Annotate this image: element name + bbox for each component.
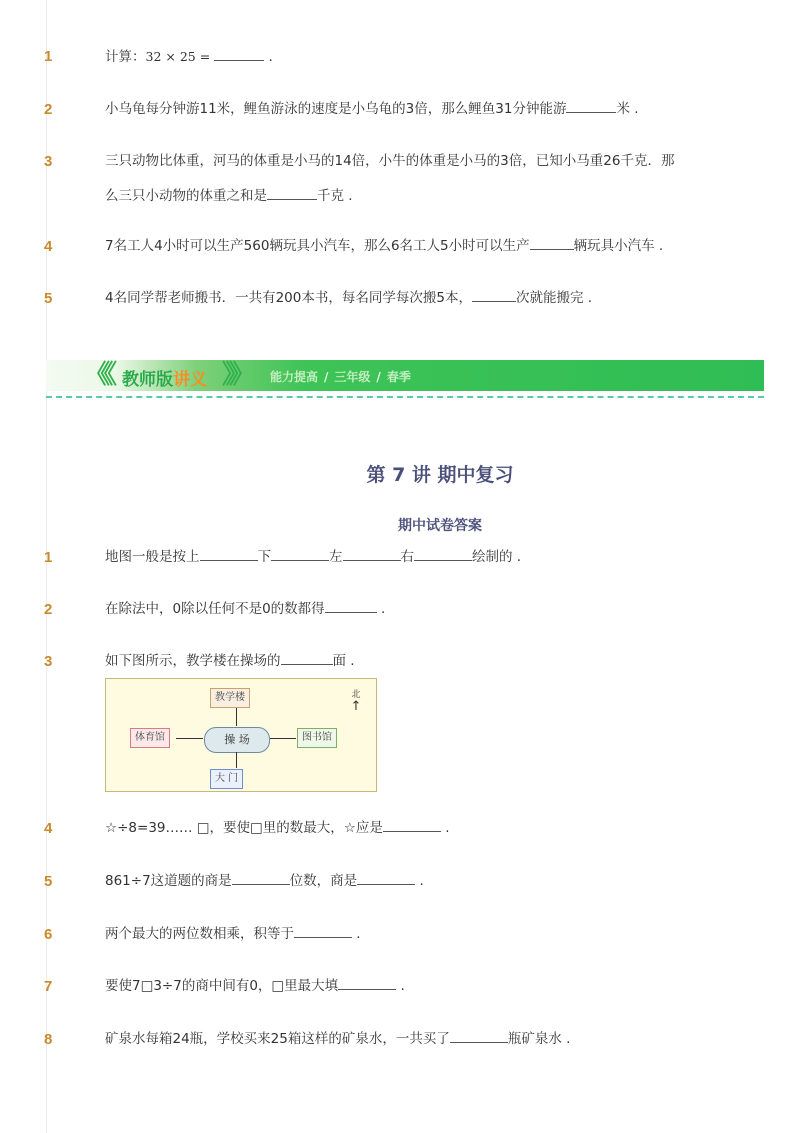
question-number: 1	[44, 549, 53, 566]
question-text: 如下图所示，教学楼在操场的 面 .	[105, 644, 720, 679]
answer-blank[interactable]	[214, 46, 264, 61]
answer-blank[interactable]	[232, 870, 290, 885]
answer-blank[interactable]	[450, 1028, 508, 1043]
question-text: 861÷7这道题的商是 位数，商是 .	[105, 864, 720, 899]
question-number: 3	[44, 153, 53, 170]
answer-blank[interactable]	[343, 546, 401, 561]
question-number: 8	[44, 1031, 53, 1048]
answer-blank[interactable]	[472, 287, 516, 302]
library-box: 图书馆	[297, 728, 337, 748]
question-text: 计算：32 × 25 = .	[105, 39, 720, 75]
question-number: 7	[44, 978, 53, 995]
answer-blank[interactable]	[200, 546, 258, 561]
answer-blank[interactable]	[294, 923, 352, 938]
question-text: 要使7□3÷7的商中间有0，□里最大填 .	[105, 969, 720, 1004]
answer-blank[interactable]	[271, 546, 329, 561]
question-text: 两个最大的两位数相乘，积等于 .	[105, 917, 720, 952]
campus-map-figure	[105, 678, 377, 792]
answer-blank[interactable]	[338, 975, 396, 990]
question-number: 4	[44, 820, 53, 837]
playground-oval: 操 场	[204, 727, 270, 753]
lecture-banner	[46, 360, 764, 391]
question-text: 在除法中，0除以任何不是0的数都得 .	[105, 592, 720, 627]
answer-blank[interactable]	[325, 598, 377, 613]
gate-box: 大 门	[210, 769, 243, 789]
banner-title: 教师版讲义	[122, 370, 207, 390]
section-title: 期中试卷答案	[398, 518, 482, 534]
chevron-right-icon: 》》	[222, 360, 250, 390]
question-text: 三只动物比体重，河马的体重是小马的14倍，小牛的体重是小马的3倍，已知小马重26千克．那 么三只小动物的体重之和是 千克 .	[105, 153, 675, 204]
arrow-down-icon	[236, 752, 237, 768]
question-number: 6	[44, 926, 53, 943]
teaching-building-box: 教学楼	[210, 688, 250, 708]
answer-blank[interactable]	[414, 546, 472, 561]
question-number: 1	[44, 48, 53, 65]
arrow-up-icon	[236, 708, 237, 726]
question-text: 4名同学帮老师搬书．一共有200本书，每名同学每次搬5本， 次就能搬完 .	[105, 281, 720, 316]
chevron-left-icon: 《《	[84, 360, 112, 390]
answer-blank[interactable]	[357, 870, 415, 885]
north-indicator: 北 ↑	[350, 690, 362, 714]
question-text: ☆÷8=39…… □，要使□里的数最大，☆应是 .	[105, 811, 720, 846]
question-number: 2	[44, 101, 53, 118]
answer-blank[interactable]	[566, 98, 616, 113]
north-arrow-icon: ↑	[350, 699, 362, 714]
question-text: 地图一般是按上 下 左 右 绘制的 .	[105, 540, 720, 575]
answer-blank[interactable]	[530, 235, 574, 250]
banner-subtitle: 能力提高 / 三年级 / 春季	[270, 370, 411, 384]
question-text: 小乌龟每分钟游11米，鲤鱼游泳的速度是小乌龟的3倍，那么鲤鱼31分钟能游 米 .	[105, 92, 720, 127]
lecture-title: 第 7 讲 期中复习	[366, 464, 514, 486]
dashed-divider	[46, 396, 764, 398]
question-text: 矿泉水每箱24瓶，学校买来25箱这样的矿泉水，一共买了 瓶矿泉水 .	[105, 1022, 720, 1057]
question-number: 5	[44, 873, 53, 890]
answer-blank[interactable]	[267, 185, 317, 200]
arrow-left-icon	[176, 738, 203, 739]
question-number: 3	[44, 653, 53, 670]
question-number: 5	[44, 290, 53, 307]
question-number: 2	[44, 601, 53, 618]
arrow-right-icon	[270, 738, 296, 739]
question-text: 7名工人4小时可以生产560辆玩具小汽车，那么6名工人5小时可以生产 辆玩具小汽车 .	[105, 229, 720, 264]
question-number: 4	[44, 238, 53, 255]
answer-blank[interactable]	[281, 650, 333, 665]
gym-box: 体育馆	[130, 728, 170, 748]
answer-blank[interactable]	[383, 817, 441, 832]
